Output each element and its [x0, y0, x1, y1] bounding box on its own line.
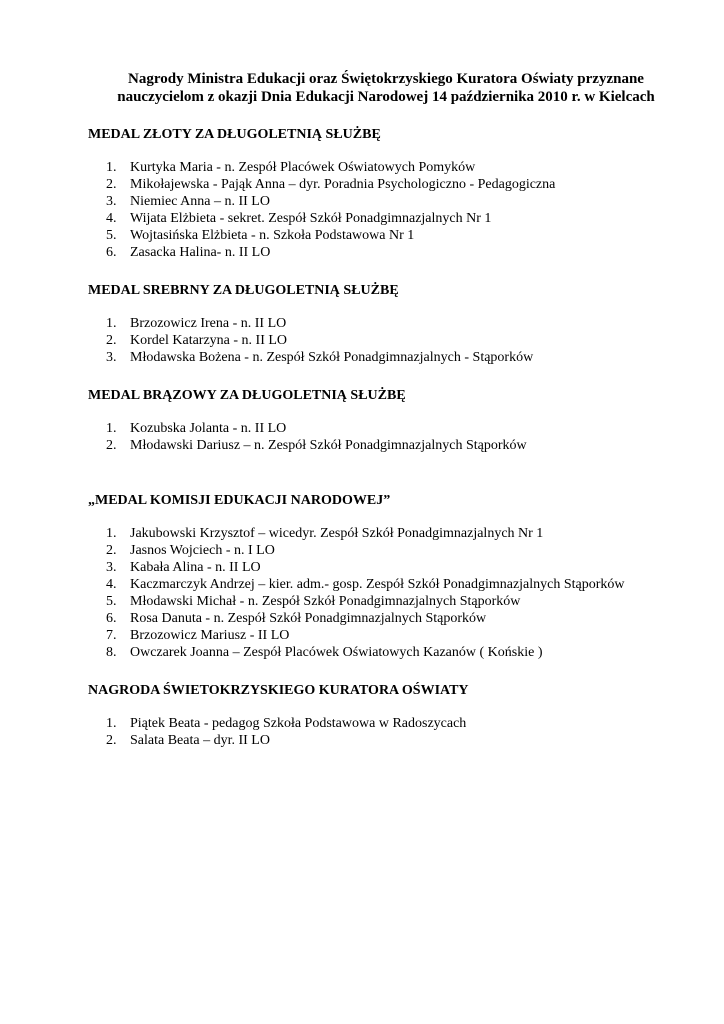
list-item-text: Jakubowski Krzysztof – wicedyr. Zespół Szkół Ponadgimnazjalnych Nr 1 [130, 526, 544, 541]
list-item-number: 2. [106, 733, 117, 748]
list-item-text: Niemiec Anna – n. II LO [130, 194, 270, 209]
list-item-text: Młodawski Dariusz – n. Zespół Szkół Ponadgimnazjalnych Stąporków [130, 438, 527, 453]
list-item-number: 2. [106, 543, 117, 558]
list-item [88, 193, 664, 210]
list-item-text: Wojtasińska Elżbieta - n. Szkoła Podstawowa Nr 1 [130, 228, 415, 243]
list-item-number: 2. [106, 438, 117, 453]
list-item-number: 4. [106, 577, 117, 592]
list-item-text: Młodawska Bożena - n. Zespół Szkół Ponadgimnazjalnych - Stąporków [130, 350, 534, 365]
list-item [88, 715, 664, 732]
list-item [88, 644, 664, 661]
list-item [88, 244, 664, 261]
list-item-number: 1. [106, 421, 117, 436]
list-item [88, 732, 664, 749]
section-heading-kurator-award: NAGRODA ŚWIETOKRZYSKIEGO KURATORA OŚWIATY [88, 683, 469, 698]
list-item [88, 576, 664, 593]
list-item-text: Jasnos Wojciech - n. I LO [130, 543, 275, 558]
list-item [88, 627, 664, 644]
document-title [88, 70, 664, 106]
list-item-number: 2. [106, 333, 117, 348]
section-heading-bronze-medal: MEDAL BRĄZOWY ZA DŁUGOLETNIĄ SŁUŻBĘ [88, 388, 406, 403]
list-item-number: 4. [106, 211, 117, 226]
list-item [88, 176, 664, 193]
list-item [88, 437, 664, 454]
list-item [88, 227, 664, 244]
list-item-number: 7. [106, 628, 117, 643]
list-item-text: Owczarek Joanna – Zespół Placówek Oświatowych Kazanów ( Końskie ) [130, 645, 543, 660]
list-item-number: 6. [106, 245, 117, 260]
list-item [88, 210, 664, 227]
list-item-number: 5. [106, 228, 117, 243]
list-item-text: Piątek Beata - pedagog Szkoła Podstawowa w Radoszycach [130, 716, 467, 731]
list-item [88, 593, 664, 610]
list-item-number: 3. [106, 194, 117, 209]
list-item-number: 1. [106, 526, 117, 541]
list-item [88, 525, 664, 542]
list-item-number: 1. [106, 316, 117, 331]
title-line-1: Nagrody Ministra Edukacji oraz Świętokrzyskiego Kuratora Oświaty przyznane [128, 71, 644, 87]
list-item-number: 1. [106, 160, 117, 175]
list-item-text: Brzozowicz Irena - n. II LO [130, 316, 287, 331]
list-item [88, 420, 664, 437]
list-item [88, 610, 664, 627]
list-item-text: Kurtyka Maria - n. Zespół Placówek Oświatowych Pomyków [130, 160, 476, 175]
section-heading-ken-medal: „MEDAL KOMISJI EDUKACJI NARODOWEJ” [88, 493, 391, 508]
list-item-number: 5. [106, 594, 117, 609]
list-item-number: 6. [106, 611, 117, 626]
list-item-number: 3. [106, 350, 117, 365]
list-item-text: Brzozowicz Mariusz - II LO [130, 628, 290, 643]
list-item [88, 542, 664, 559]
list-item [88, 349, 664, 366]
bronze-medal-list [88, 420, 664, 454]
silver-medal-list [88, 315, 664, 366]
section-heading-silver-medal: MEDAL SREBRNY ZA DŁUGOLETNIĄ SŁUŻBĘ [88, 283, 399, 298]
list-item-text: Salata Beata – dyr. II LO [130, 733, 270, 748]
list-item-number: 2. [106, 177, 117, 192]
list-item [88, 159, 664, 176]
kurator-award-list [88, 715, 664, 749]
list-item [88, 332, 664, 349]
list-item [88, 559, 664, 576]
list-item-text: Zasacka Halina- n. II LO [130, 245, 271, 260]
list-item-number: 8. [106, 645, 117, 660]
list-item-text: Młodawski Michał - n. Zespół Szkół Ponadgimnazjalnych Stąporków [130, 594, 521, 609]
list-item-text: Wijata Elżbieta - sekret. Zespół Szkół Ponadgimnazjalnych Nr 1 [130, 211, 492, 226]
list-item-text: Rosa Danuta - n. Zespół Szkół Ponadgimnazjalnych Stąporków [130, 611, 487, 626]
list-item-text: Mikołajewska - Pająk Anna – dyr. Poradnia Psychologiczno - Pedagogiczna [130, 177, 556, 192]
title-line-2: nauczycielom z okazji Dnia Edukacji Narodowej 14 października 2010 r. w Kielcach [117, 89, 655, 105]
section-heading-gold-medal: MEDAL ZŁOTY ZA DŁUGOLETNIĄ SŁUŻBĘ [88, 127, 381, 142]
list-item-text: Kordel Katarzyna - n. II LO [130, 333, 288, 348]
ken-medal-list [88, 525, 664, 661]
list-item [88, 315, 664, 332]
list-item-text: Kabała Alina - n. II LO [130, 560, 261, 575]
list-item-text: Kaczmarczyk Andrzej – kier. adm.- gosp. Zespół Szkół Ponadgimnazjalnych Stąporków [130, 577, 625, 592]
list-item-number: 3. [106, 560, 117, 575]
list-item-text: Kozubska Jolanta - n. II LO [130, 421, 287, 436]
gold-medal-list [88, 159, 664, 261]
list-item-number: 1. [106, 716, 117, 731]
